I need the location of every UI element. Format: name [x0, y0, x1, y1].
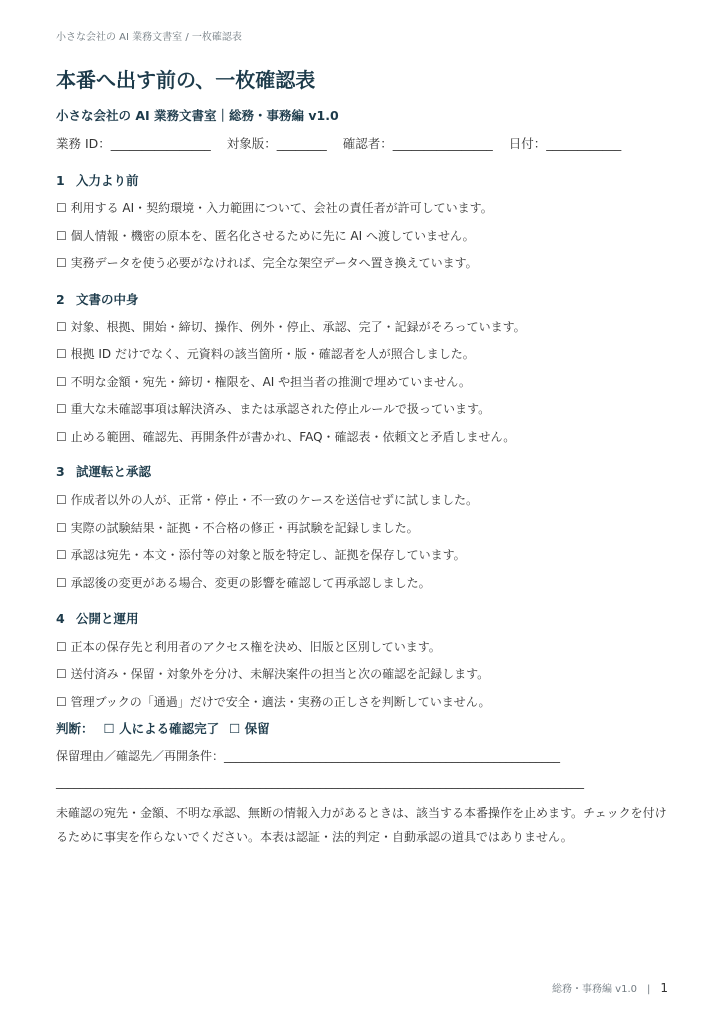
section-number: 4 — [56, 611, 65, 626]
breadcrumb: 小さな会社の AI 業務文書室 / 一枚確認表 — [56, 32, 242, 43]
section-title: 試運転と承認 — [76, 464, 152, 479]
section-heading-2 — [56, 290, 139, 308]
section-number: 3 — [56, 464, 65, 479]
checklist-item: ☐ 正本の保存先と利用者のアクセス権を決め、旧版と区別しています。 — [56, 640, 441, 654]
hold-reason-line: ________________________________________________________________________________________ — [56, 775, 584, 789]
footnote: 未確認の宛先・金額、不明な承認、無断の情報入力があるときは、該当する本番操作を止めます。チェックを付けるために事実を作らないでください。本表は認証・法的判定・自動承認の道具ではありません。 — [56, 806, 667, 844]
field-task-id: 業務 ID：________________ — [56, 136, 211, 151]
footer-separator: | — [646, 984, 651, 995]
judgment-row — [56, 719, 280, 737]
checklist-item: ☐ 不明な金額・宛先・締切・権限を、AI や担当者の推測で埋めていません。 — [56, 375, 471, 389]
checklist-item: ☐ 対象、根拠、開始・締切、操作、例外・停止、承認、完了・記録がそろっています。 — [56, 320, 526, 334]
checklist-item: ☐ 重大な未確認事項は解決済み、または承認された停止ルールで扱っています。 — [56, 402, 491, 416]
judgment-option-hold: ☐ 保留 — [229, 721, 270, 736]
section-heading-1 — [56, 171, 139, 189]
judgment-option-done: ☐ 人による確認完了 — [103, 721, 220, 736]
hold-reason-field: 保留理由／確認先／再開条件：________________________________________________________ — [56, 749, 561, 763]
page-footer — [552, 980, 668, 995]
judgment-label: 判断： — [56, 721, 94, 736]
field-date: 日付：____________ — [508, 136, 622, 151]
checklist-item: ☐ 根拠 ID だけでなく、元資料の該当箇所・版・確認者を人が照合しました。 — [56, 347, 475, 361]
section-number: 2 — [56, 292, 65, 307]
section-heading-3 — [56, 462, 151, 480]
section-title: 入力より前 — [76, 173, 139, 188]
section-title: 公開と運用 — [76, 611, 139, 626]
checklist-item: ☐ 止める範囲、確認先、再開条件が書かれ、FAQ・確認表・依頼文と矛盾しません。 — [56, 430, 516, 444]
footer-edition: 総務・事務編 v1.0 — [551, 984, 637, 995]
header-fields — [56, 134, 633, 152]
checklist-item: ☐ 実務データを使う必要がなければ、完全な架空データへ置き換えています。 — [56, 256, 478, 270]
checklist-item: ☐ 承認は宛先・本文・添付等の対象と版を特定し、証拠を保存しています。 — [56, 548, 466, 562]
page-subtitle: 小さな会社の AI 業務文書室｜総務・事務編 v1.0 — [56, 108, 339, 123]
section-number: 1 — [56, 173, 65, 188]
checklist-item: ☐ 作成者以外の人が、正常・停止・不一致のケースを送信せずに試しました。 — [56, 493, 478, 507]
section-heading-4 — [56, 609, 139, 627]
section-title: 文書の中身 — [76, 292, 139, 307]
field-target-version: 対象版：________ — [226, 136, 327, 151]
page-title: 本番へ出す前の、一枚確認表 — [56, 68, 316, 92]
checklist-item: ☐ 個人情報・機密の原本を、匿名化させるために先に AI へ渡していません。 — [56, 229, 475, 243]
checklist-item: ☐ 利用する AI・契約環境・入力範囲について、会社の責任者が許可しています。 — [56, 201, 493, 215]
field-checker: 確認者：________________ — [342, 136, 493, 151]
checklist-item: ☐ 送付済み・保留・対象外を分け、未解決案件の担当と次の確認を記録します。 — [56, 667, 490, 681]
page-number: 1 — [660, 981, 668, 995]
checklist-item: ☐ 実際の試験結果・証拠・不合格の修正・再試験を記録しました。 — [56, 521, 419, 535]
checklist-item: ☐ 管理ブックの「通過」だけで安全・適法・実務の正しさを判断していません。 — [56, 695, 491, 709]
checklist-item: ☐ 承認後の変更がある場合、変更の影響を確認して再承認しました。 — [56, 576, 431, 590]
